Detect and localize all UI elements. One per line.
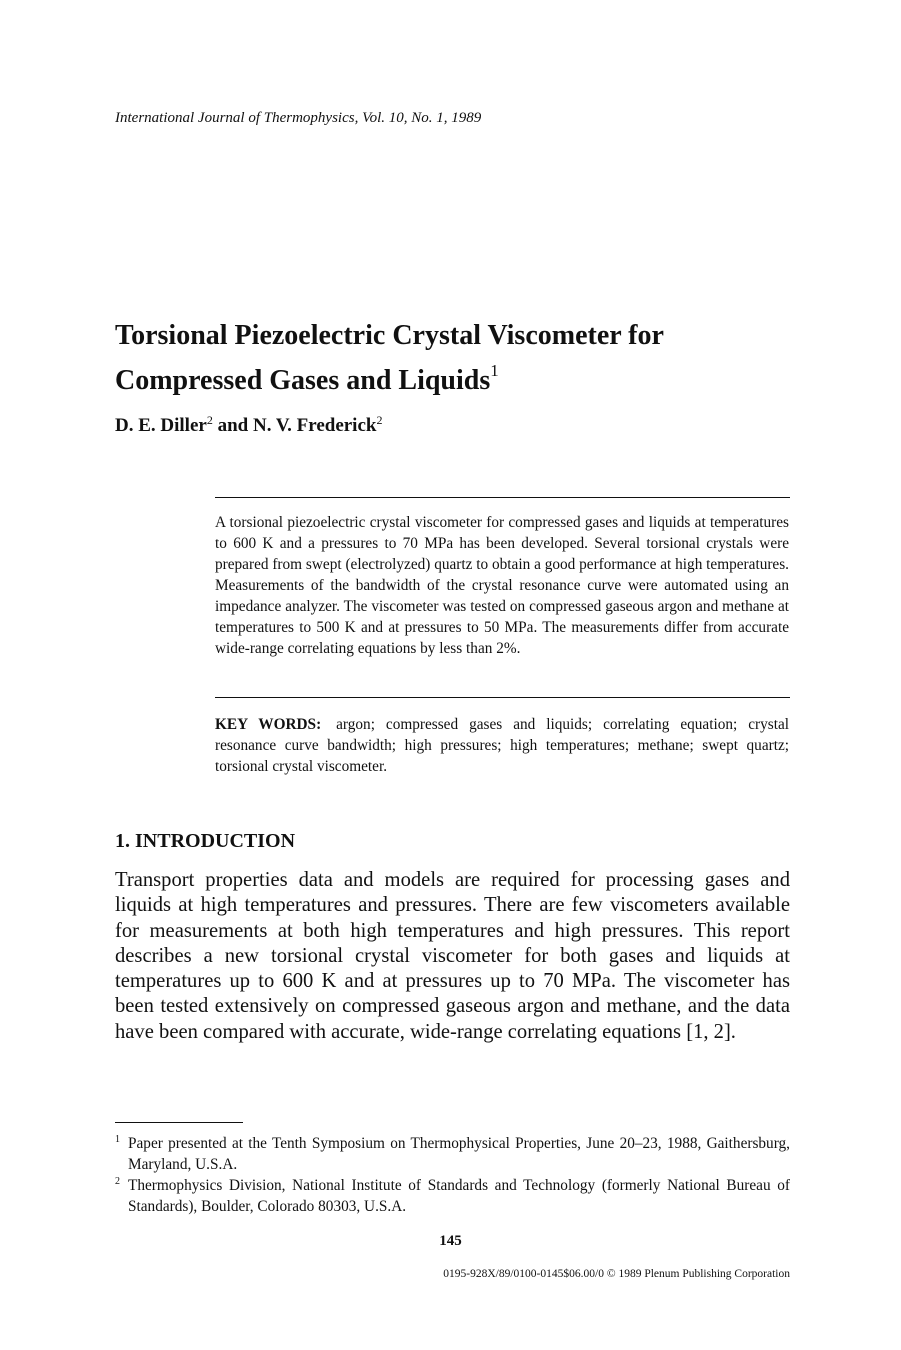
footnote-rule xyxy=(115,1122,243,1123)
abstract-bottom-rule xyxy=(215,697,790,698)
title-footnote-mark: 1 xyxy=(490,361,499,380)
abstract: A torsional piezoelectric crystal viscometer for compressed gases and liquids at temperatures to 600 K and a pressures to 70 MPa has been developed. Several torsional crystals were prepared from swept (electrolyzed) quartz to obtain a good performance at high temperatures. Measurements of the bandwidth of the crystal resonance curve were automated using an impedance analyzer. The viscometer was tested on compressed gaseous argon and methane at temperatures to 500 K and at pressures to 50 MPa. The measurements differ from accurate wide-range correlating equations by less than 2%. xyxy=(215,514,789,657)
footnote-2 xyxy=(115,1175,790,1217)
author-list xyxy=(115,413,382,437)
footnotes xyxy=(115,1133,790,1217)
footnote-2-text: Thermophysics Division, National Institute of Standards and Technology (formerly National Bureau of Standards), Boulder, Colorado 80303, U.S.A. xyxy=(128,1177,790,1215)
keywords-text: argon; compressed gases and liquids; correlating equation; crystal resonance curve bandwidth; high pressures; high temperatures; methane; swept quartz; torsional crystal viscometer. xyxy=(215,716,789,775)
keywords xyxy=(215,714,789,777)
footnote-1-mark: 1 xyxy=(115,1134,120,1145)
footnote-2-mark: 2 xyxy=(115,1176,120,1187)
title-line-1: Torsional Piezoelectric Crystal Viscometer for xyxy=(115,320,664,351)
author-1: D. E. Diller xyxy=(115,415,207,436)
abstract-top-rule xyxy=(215,497,790,498)
introduction-body: Transport properties data and models are required for processing gases and liquids at high temperatures and pressures. There are few viscometers available for measurements at both high temperatures and high pressures. This report describes a new torsional crystal viscometer for both gases and liquids at temperatures up to 600 K and at pressures up to 70 MPa. The viscometer has been tested extensively on compressed gaseous argon and methane, and the data have been compared with accurate, wide-range correlating equations [1, 2]. xyxy=(115,869,790,1043)
title-line-2: Compressed Gases and Liquids xyxy=(115,365,491,396)
journal-citation: International Journal of Thermophysics, Vol. 10, No. 1, 1989 xyxy=(115,110,482,126)
section-heading-introduction: 1. INTRODUCTION xyxy=(115,830,296,852)
paper-title xyxy=(115,318,805,398)
author-2: N. V. Frederick xyxy=(252,415,377,436)
page-number: 145 xyxy=(439,1233,462,1249)
footnote-1-text: Paper presented at the Tenth Symposium on Thermophysical Properties, June 20–23, 1988, Gaithersburg, Maryland, U.S.A. xyxy=(128,1135,790,1173)
author-1-mark: 2 xyxy=(206,413,213,427)
footnote-1 xyxy=(115,1133,790,1175)
copyright-line: 0195-928X/89/0100-0145$06.00/0 © 1989 Plenum Publishing Corporation xyxy=(443,1268,790,1280)
author-conjunction: and xyxy=(212,415,253,436)
author-2-mark: 2 xyxy=(376,413,383,427)
keywords-label: KEY WORDS: xyxy=(215,716,322,733)
